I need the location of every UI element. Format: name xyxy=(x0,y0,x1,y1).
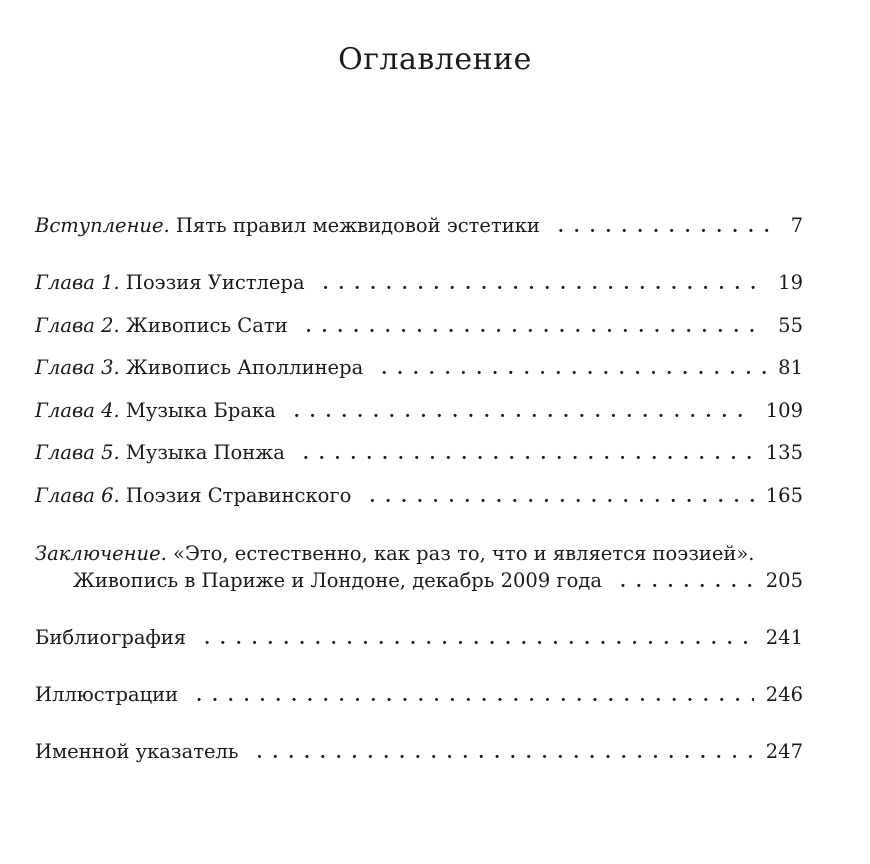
dot-leader xyxy=(306,314,767,340)
toc-entry-chapter-1[interactable] xyxy=(35,270,803,297)
dot-leader xyxy=(323,271,767,297)
entry-title: «Это, естественно, как раз то, что и является поэзией». xyxy=(166,542,755,565)
entry-title: Поэзия Уистлера xyxy=(119,271,305,294)
page-number: 19 xyxy=(778,271,803,294)
page-number: 165 xyxy=(765,484,803,507)
entry-label xyxy=(35,355,363,381)
entry-prefix: Глава 6. xyxy=(35,484,120,507)
entry-title: Музыка Понжа xyxy=(119,441,285,464)
entry-title: Пять правил межвидовой эстетики xyxy=(169,214,540,237)
toc-entry-bibliography[interactable] xyxy=(35,625,803,652)
entry-label xyxy=(35,398,276,424)
toc-entry-name-index[interactable] xyxy=(35,739,803,766)
entry-label xyxy=(35,313,288,339)
toc-entry-illustrations[interactable] xyxy=(35,682,803,709)
entry-title: Иллюстрации xyxy=(35,683,179,706)
entry-title-continued: Живопись в Париже и Лондоне, декабрь 2009 года xyxy=(73,569,603,592)
dot-leader xyxy=(204,626,754,652)
dot-leader xyxy=(303,441,754,467)
toc-entry-chapter-5[interactable] xyxy=(35,440,803,467)
entry-prefix: Глава 3. xyxy=(35,356,120,379)
entry-prefix: Глава 5. xyxy=(35,441,120,464)
entry-title: Живопись Аполлинера xyxy=(119,356,364,379)
entry-prefix: Глава 4. xyxy=(35,399,120,422)
toc-entry-conclusion-line-1[interactable] xyxy=(35,541,755,567)
toc-entry-chapter-6[interactable] xyxy=(35,483,803,510)
entry-label xyxy=(35,213,540,239)
page-number: 241 xyxy=(765,626,803,649)
entry-title: Живопись Сати xyxy=(119,314,288,337)
page-number: 109 xyxy=(765,399,803,422)
entry-prefix: Заключение. xyxy=(35,542,167,565)
page-number: 81 xyxy=(778,356,803,379)
entry-prefix: Глава 2. xyxy=(35,314,120,337)
entry-title: Библиография xyxy=(35,626,187,649)
page-number: 205 xyxy=(765,569,803,592)
entry-label xyxy=(35,270,305,296)
dot-leader xyxy=(257,740,754,766)
dot-leader xyxy=(558,214,779,240)
page-number: 246 xyxy=(765,683,803,706)
toc-entry-chapter-4[interactable] xyxy=(35,398,803,425)
page-number: 55 xyxy=(778,314,803,337)
toc-entry-chapter-3[interactable] xyxy=(35,355,803,382)
toc-entry-conclusion-line-2[interactable] xyxy=(35,568,803,595)
page-number: 247 xyxy=(765,740,803,763)
dot-leader xyxy=(294,399,754,425)
dot-leader xyxy=(369,484,753,510)
entry-label xyxy=(35,440,285,466)
entry-label xyxy=(35,483,351,509)
entry-title: Музыка Брака xyxy=(119,399,276,422)
toc-entry-chapter-2[interactable] xyxy=(35,313,803,340)
entry-prefix: Глава 1. xyxy=(35,271,120,294)
toc-entry-introduction[interactable] xyxy=(35,213,803,240)
dot-leader xyxy=(196,683,754,709)
entry-title: Поэзия Стравинского xyxy=(119,484,352,507)
page-title: Оглавление xyxy=(338,42,532,77)
page-number: 7 xyxy=(790,214,803,237)
dot-leader xyxy=(381,356,766,382)
dot-leader xyxy=(620,569,754,595)
page-number: 135 xyxy=(765,441,803,464)
entry-title: Именной указатель xyxy=(35,740,239,763)
entry-prefix: Вступление. xyxy=(35,214,170,237)
